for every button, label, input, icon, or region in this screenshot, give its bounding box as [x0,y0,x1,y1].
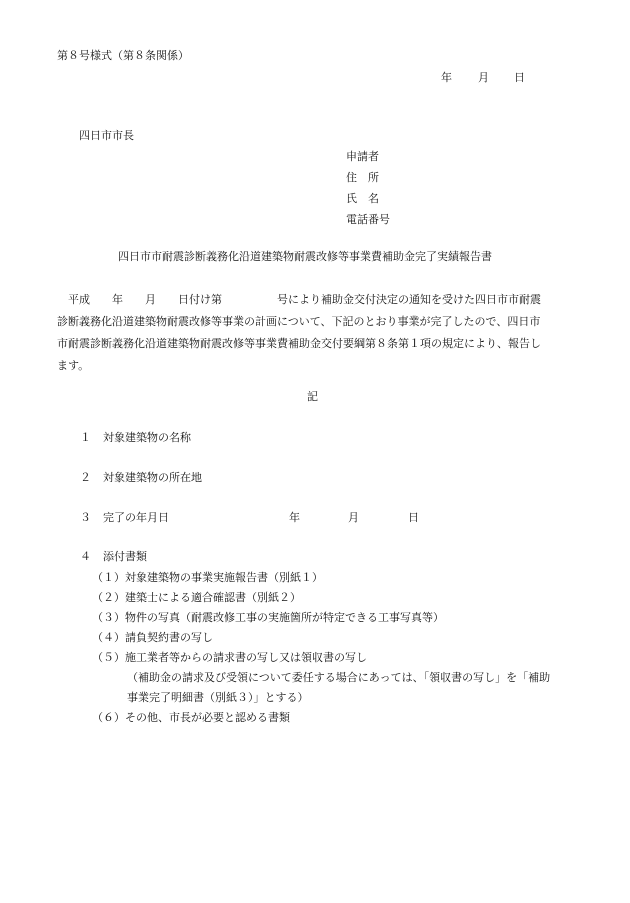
attachment-item: （２）建築士による適合確認書（別紙２） [92,591,301,604]
attachment-item: （６）その他、市長が必要と認める書類 [92,711,290,724]
body-line: ます。 [57,359,90,372]
date-day-label: 日 [514,71,525,84]
completion-day-label: 日 [408,511,419,524]
attachment-item: （３）物件の写真（耐震改修工事の実施箇所が特定できる工事写真等） [92,611,444,624]
date-month-label: 月 [478,71,489,84]
body-paragraph [57,289,577,377]
applicant-label: 申請者 [346,150,379,163]
item-number: ２ [80,471,91,484]
item-label: 完了の年月日 [103,511,169,524]
item-label: 対象建築物の所在地 [103,471,202,484]
item-number: ４ [80,550,91,563]
form-label: 第８号様式（第８条関係） [57,49,189,62]
attachment-note: 事業完了明細書（別紙３）」とする） [127,691,309,704]
body-line: 市耐震診断義務化沿道建築物耐震改修等事業費補助金交付要綱第８条第１項の規定により、報告し [57,337,541,350]
item-label: 対象建築物の名称 [103,431,191,444]
address-label: 住 所 [346,171,379,184]
addressee: 四日市市長 [79,129,134,142]
attachment-item: （１）対象建築物の事業実施報告書（別紙１） [92,571,323,584]
item-label: 添付書類 [103,550,147,563]
body-line: 診断義務化沿道建築物耐震改修等事業の計画について、下記のとおり事業が完了したので、四日市 [57,315,541,328]
document-title: 四日市市耐震診断義務化沿道建築物耐震改修等事業費補助金完了実績報告書 [118,250,492,263]
item-number: ３ [80,511,91,524]
phone-label: 電話番号 [346,213,390,226]
date-year-label: 年 [441,71,452,84]
item-number: １ [80,431,91,444]
ki-heading: 記 [307,390,318,403]
name-label: 氏 名 [346,192,379,205]
completion-month-label: 月 [348,511,359,524]
completion-year-label: 年 [289,511,300,524]
body-line: 平成 年 月 日付け第 号により補助金交付決定の通知を受けた四日市市耐震 [57,293,541,306]
attachment-item: （４）請負契約書の写し [92,631,213,644]
attachment-item: （５）施工業者等からの請求書の写し又は領収書の写し [92,651,367,664]
attachment-note: （補助金の請求及び受領について委任する場合にあっては、「領収書の写し」を「補助 [127,671,551,684]
